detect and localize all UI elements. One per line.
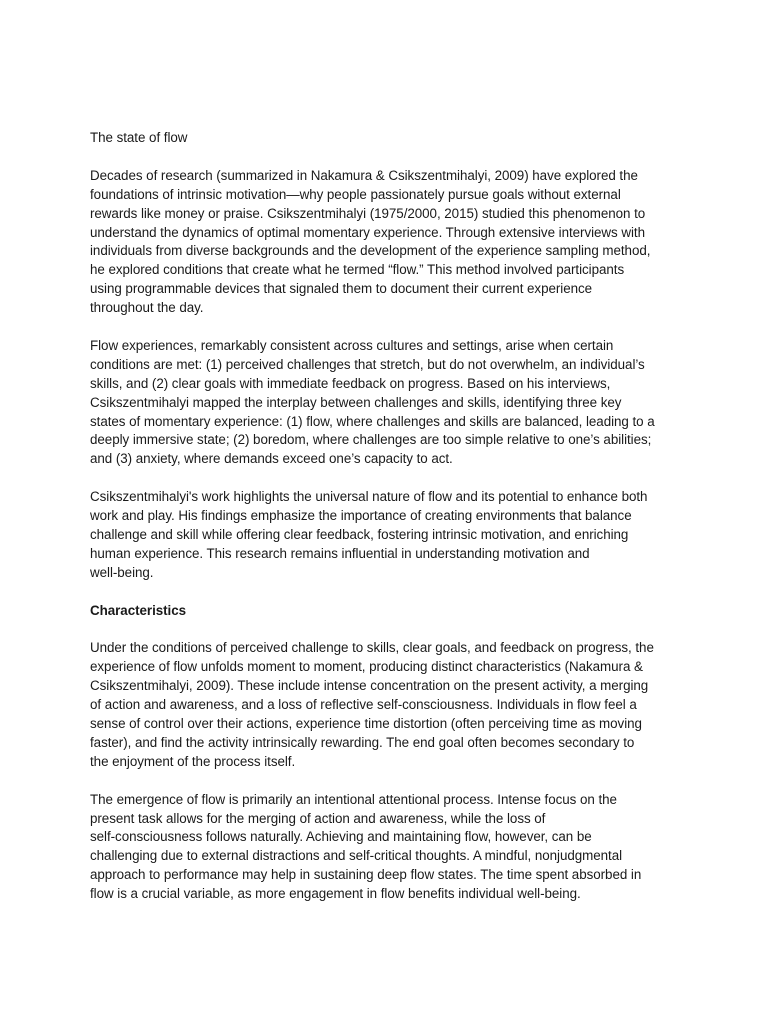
paragraph-intro-research: Decades of research (summarized in Nakamura & Csikszentmihalyi, 2009) have explored the foundations of intrinsic motivation—why people passionately pursue goals without external rewards like money or praise. Csikszentmihalyi (1975/2000, 2015) studied this phenomenon to understand the dynamics of optimal momentary experience. Through extensive interviews with individuals from diverse backgrounds and the development of the experience sampling method, he explored conditions that create what he termed “flow.” This method involved participants using programmable devices that signaled them to document their current experience throughout the day. <box>90 167 651 316</box>
section-heading-characteristics: Characteristics <box>90 602 187 618</box>
paragraph-emergence-of-flow: The emergence of flow is primarily an intentional attentional process. Intense focus on the present task allows for the merging of action and awareness, while the loss of self-consciousness follows naturally. Achieving and maintaining flow, however, can be challenging due to external distractions and self-critical thoughts. A mindful, nonjudgmental approach to performance may help in sustaining deep flow states. The time spent absorbed in flow is a crucial variable, as more engagement in flow benefits individual well-being. <box>90 791 642 902</box>
document-page <box>90 129 690 923</box>
paragraph-universal-nature: Csikszentmihalyi's work highlights the universal nature of flow and its potential to enhance both work and play. His findings emphasize the importance of creating environments that balance challenge and skill while offering clear feedback, fostering intrinsic motivation, and enriching human experience. This research remains influential in understanding motivation and well-being. <box>90 489 648 580</box>
document-title: The state of flow <box>90 130 188 145</box>
paragraph-characteristics: Under the conditions of perceived challenge to skills, clear goals, and feedback on progress, the experience of flow unfolds moment to moment, producing distinct characteristics (Nakamura & Csikszentmihalyi, 2009). These include intense concentration on the present activity, a merging of action and awareness, and a loss of reflective self-consciousness. Individuals in flow feel a sense of control over their actions, experience time distortion (often perceiving time as moving faster), and find the activity intrinsically rewarding. The end goal often becomes secondary to the enjoyment of the process itself. <box>90 640 654 769</box>
paragraph-flow-conditions: Flow experiences, remarkably consistent across cultures and settings, arise when certain conditions are met: (1) perceived challenges that stretch, but do not overwhelm, an individual’s skills, and (2) clear goals with immediate feedback on progress. Based on his interviews, Csikszentmihalyi mapped the interplay between challenges and skills, identifying three key states of momentary experience: (1) flow, where challenges and skills are balanced, leading to a deeply immersive state; (2) boredom, where challenges are too simple relative to one’s abilities; and (3) anxiety, where demands exceed one’s capacity to act. <box>90 337 655 467</box>
